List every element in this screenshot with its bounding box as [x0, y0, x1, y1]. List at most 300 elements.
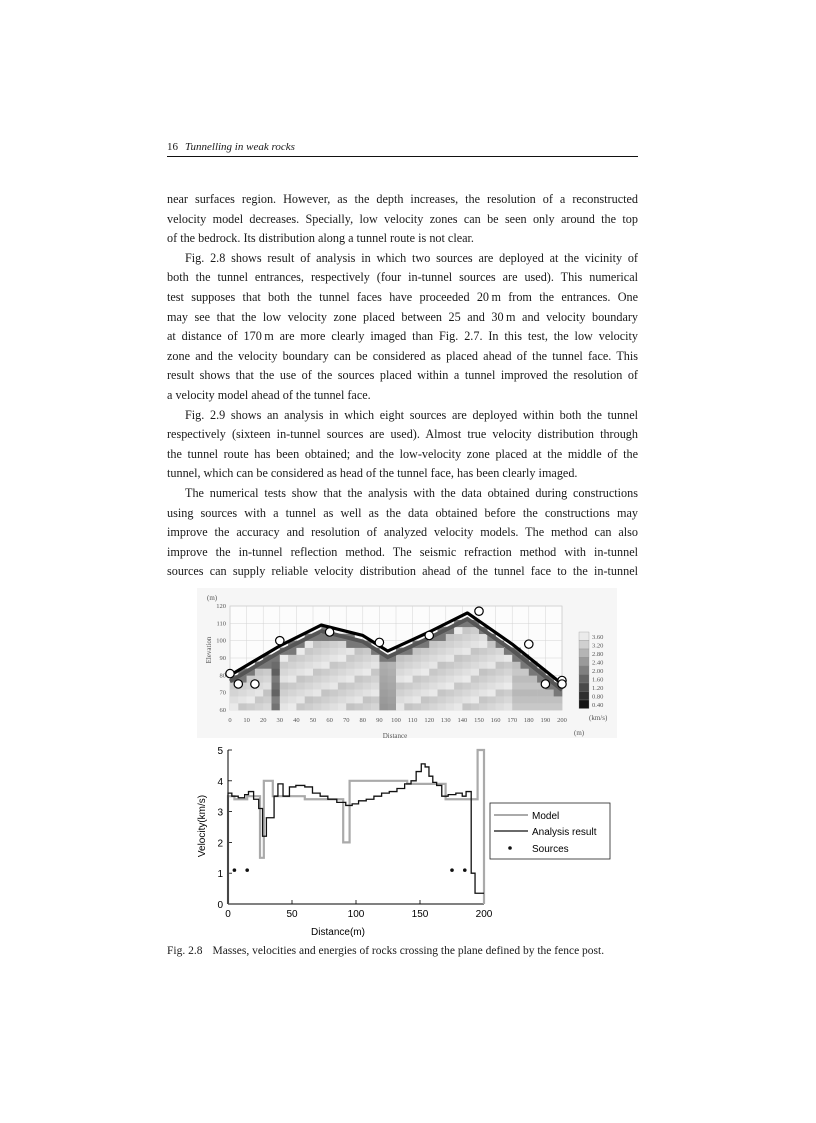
colorbar-tick-label: 0.40: [592, 702, 604, 709]
velocity-cell: [230, 703, 239, 710]
velocity-cell: [305, 668, 314, 675]
velocity-cell: [454, 655, 463, 662]
velocity-cell: [313, 648, 322, 655]
text-line: using sources with a tunnel as well as the data obtained before the constructions may: [167, 505, 638, 520]
velocity-cell: [272, 675, 281, 682]
colorbar-tick-label: 3.60: [592, 634, 604, 641]
velocity-cell: [479, 634, 488, 641]
velocity-cell: [429, 696, 438, 703]
text-line: respectively (sixteen in-tunnel sources are used). Almost true velocity distribution through: [167, 427, 638, 442]
velocity-cell: [313, 675, 322, 682]
x-unit-label: (m): [574, 729, 585, 737]
velocity-cell: [462, 661, 471, 668]
text-line: may see that the low velocity zone placed between 25 and 30 m and velocity boundary: [167, 309, 638, 324]
velocity-cell: [471, 668, 480, 675]
velocity-cell: [371, 655, 380, 662]
velocity-cell: [280, 668, 289, 675]
velocity-cell: [438, 689, 447, 696]
velocity-cell: [421, 655, 430, 662]
velocity-cell: [479, 641, 488, 648]
velocity-cell: [272, 661, 281, 668]
velocity-cell: [421, 689, 430, 696]
velocity-cell: [421, 682, 430, 689]
velocity-cell: [446, 696, 455, 703]
velocity-cell: [504, 703, 513, 710]
velocity-cell: [288, 661, 297, 668]
velocity-cell: [512, 703, 521, 710]
velocity-cell: [238, 689, 247, 696]
velocity-cell: [446, 641, 455, 648]
velocity-cell: [338, 689, 347, 696]
surface-source: [226, 669, 234, 677]
velocity-cell: [355, 668, 364, 675]
velocity-cell: [462, 689, 471, 696]
x-tick-label: 150: [411, 909, 429, 920]
velocity-cell: [338, 675, 347, 682]
velocity-cell: [479, 655, 488, 662]
velocity-cell: [471, 696, 480, 703]
velocity-cell: [263, 675, 272, 682]
velocity-cell: [305, 703, 314, 710]
velocity-cell: [230, 689, 239, 696]
velocity-cell: [288, 689, 297, 696]
velocity-cell: [313, 661, 322, 668]
velocity-cell: [272, 689, 281, 696]
velocity-cell: [388, 661, 397, 668]
text-line: velocity model decreases. Specially, low velocity zones can be seen only around the top: [167, 211, 638, 226]
velocity-cell: [421, 703, 430, 710]
line-chart-axes: [217, 746, 492, 920]
velocity-cell: [529, 696, 538, 703]
y-axis-title: Velocity(km/s): [197, 794, 208, 858]
velocity-cell: [247, 696, 256, 703]
velocity-cell: [462, 703, 471, 710]
caption-text: Masses, velocities and energies of rocks crossing the plane defined by the fence post.: [212, 945, 605, 957]
velocity-cell: [363, 696, 372, 703]
x-tick-label: 120: [424, 717, 435, 724]
velocity-cell: [545, 696, 554, 703]
velocity-cell: [429, 641, 438, 648]
velocity-cell: [272, 682, 281, 689]
velocity-cell: [471, 661, 480, 668]
velocity-tomogram-figure: [197, 588, 617, 738]
velocity-cell: [413, 689, 422, 696]
velocity-cell: [429, 689, 438, 696]
velocity-cell: [379, 696, 388, 703]
text-line: near surfaces region. However, as the depth increases, the resolution of a reconstructed: [167, 192, 638, 206]
velocity-cell: [338, 682, 347, 689]
colorbar-swatch: [579, 700, 589, 709]
velocity-cell: [429, 703, 438, 710]
velocity-cell: [438, 703, 447, 710]
velocity-cell: [479, 682, 488, 689]
x-tick-label: 160: [490, 717, 501, 724]
body-text: [167, 190, 638, 582]
velocity-cell: [396, 661, 405, 668]
velocity-cell: [454, 689, 463, 696]
velocity-cell: [521, 668, 530, 675]
velocity-cell: [296, 696, 305, 703]
colorbar-tick-label: 1.60: [592, 676, 604, 684]
x-tick-label: 100: [391, 717, 401, 724]
velocity-cell: [280, 661, 289, 668]
velocity-cell: [404, 689, 413, 696]
y-tick-label: 1: [217, 869, 223, 881]
velocity-cell: [313, 682, 322, 689]
y-tick-label: 60: [219, 707, 226, 714]
velocity-cell: [479, 689, 488, 696]
velocity-cell: [454, 641, 463, 648]
velocity-cell: [454, 675, 463, 682]
velocity-cell: [379, 689, 388, 696]
running-title: Tunnelling in weak rocks: [185, 141, 295, 153]
velocity-cell: [413, 682, 422, 689]
figure-caption: [167, 945, 604, 957]
velocity-cell: [404, 668, 413, 675]
x-tick-label: 80: [359, 717, 367, 724]
velocity-cell: [512, 696, 521, 703]
velocity-cell: [413, 648, 422, 655]
velocity-cell: [438, 661, 447, 668]
x-tick-label: 180: [523, 717, 534, 724]
velocity-cell: [305, 641, 314, 648]
velocity-cell: [462, 682, 471, 689]
page-number: 16: [167, 141, 178, 153]
velocity-cell: [446, 675, 455, 682]
velocity-cell: [263, 689, 272, 696]
colorbar-swatch: [579, 632, 589, 641]
velocity-cell: [504, 655, 513, 662]
velocity-cell: [363, 661, 372, 668]
velocity-cell: [355, 689, 364, 696]
velocity-cell: [404, 655, 413, 662]
velocity-cell: [305, 675, 314, 682]
velocity-cell: [321, 696, 330, 703]
x-tick-label: 60: [326, 717, 333, 724]
velocity-cell: [438, 668, 447, 675]
velocity-cell: [280, 696, 289, 703]
velocity-cell: [504, 675, 513, 682]
velocity-cell: [280, 655, 289, 662]
x-tick-label: 200: [475, 909, 493, 920]
velocity-cell: [346, 696, 355, 703]
velocity-cell: [379, 668, 388, 675]
x-tick-label: 70: [342, 717, 350, 724]
velocity-cell: [338, 641, 347, 648]
velocity-cell: [504, 682, 513, 689]
velocity-cell: [446, 655, 455, 662]
velocity-cell: [313, 689, 322, 696]
velocity-cell: [363, 689, 372, 696]
velocity-cell: [330, 641, 339, 648]
velocity-cell: [471, 703, 480, 710]
velocity-cell: [388, 703, 397, 710]
velocity-cell: [421, 696, 430, 703]
velocity-cell: [496, 655, 505, 662]
line-chart-series: [228, 750, 484, 904]
velocity-cell: [305, 648, 314, 655]
tunnel-source: [558, 680, 566, 688]
text-line: of the bedrock. Its distribution along a tunnel route is not clear.: [167, 231, 474, 246]
legend-analysis-label: Analysis result: [532, 827, 597, 838]
text-line: improve the accuracy and resolution of analyzed velocity models. The method can also: [167, 525, 638, 540]
velocity-cell: [288, 682, 297, 689]
colorbar-swatch: [579, 658, 589, 667]
velocity-cell: [471, 675, 480, 682]
velocity-cell: [487, 655, 496, 662]
velocity-cell: [462, 648, 471, 655]
velocity-cell: [305, 696, 314, 703]
velocity-cell: [504, 696, 513, 703]
y-tick-label: 4: [217, 776, 223, 788]
velocity-cell: [479, 675, 488, 682]
velocity-cell: [554, 696, 563, 703]
velocity-cell: [471, 682, 480, 689]
y-tick-label: 110: [216, 620, 226, 628]
velocity-cell: [429, 675, 438, 682]
velocity-cell: [413, 675, 422, 682]
colorbar-unit-label: (km/s): [589, 714, 608, 722]
velocity-cell: [512, 675, 521, 682]
velocity-cell: [296, 703, 305, 710]
velocity-cell: [346, 655, 355, 662]
velocity-cell: [496, 661, 505, 668]
velocity-cell: [296, 682, 305, 689]
velocity-cell: [462, 675, 471, 682]
velocity-cell: [496, 689, 505, 696]
velocity-cell: [487, 682, 496, 689]
caption-label: Fig. 2.8: [167, 945, 203, 957]
velocity-cell: [529, 703, 538, 710]
x-tick-label: 110: [407, 717, 418, 724]
surface-source: [325, 628, 333, 636]
velocity-cell: [272, 696, 281, 703]
velocity-cell: [321, 682, 330, 689]
velocity-cell: [338, 661, 347, 668]
velocity-cell: [355, 675, 364, 682]
velocity-colorbar: [579, 632, 603, 709]
surface-source: [276, 636, 284, 644]
text-line: Fig. 2.9 shows an analysis in which eight sources are deployed within both the tunnel: [185, 407, 638, 422]
velocity-cell: [363, 648, 372, 655]
velocity-cell: [346, 648, 355, 655]
velocity-cell: [296, 675, 305, 682]
velocity-cell: [280, 689, 289, 696]
x-axis-title: Distance(m): [311, 927, 365, 938]
text-line: result shows that the use of the sources placed within a tunnel improved the resolution of: [167, 368, 638, 383]
velocity-cell: [321, 648, 330, 655]
velocity-cell: [363, 668, 372, 675]
velocity-cell: [296, 668, 305, 675]
velocity-cell: [338, 668, 347, 675]
velocity-cell: [346, 675, 355, 682]
velocity-cell: [263, 668, 272, 675]
velocity-cell: [288, 675, 297, 682]
velocity-cell: [396, 682, 405, 689]
velocity-cell: [462, 696, 471, 703]
velocity-cell: [446, 682, 455, 689]
colorbar-tick-label: 2.80: [592, 651, 604, 658]
colorbar-swatch: [579, 683, 589, 692]
velocity-cell: [446, 703, 455, 710]
colorbar-swatch: [579, 692, 589, 701]
velocity-cell: [288, 703, 297, 710]
velocity-cell: [379, 682, 388, 689]
velocity-cell: [346, 682, 355, 689]
velocity-cell: [263, 682, 272, 689]
velocity-cell: [305, 682, 314, 689]
colorbar-tick-label: 1.20: [592, 685, 604, 692]
source-marker: [463, 868, 467, 872]
velocity-cell: [504, 668, 513, 675]
x-tick-label: 130: [440, 717, 451, 724]
y-tick-label: 3: [217, 807, 223, 819]
velocity-cell: [330, 648, 339, 655]
velocity-cell: [363, 675, 372, 682]
velocity-cell: [429, 661, 438, 668]
velocity-cell: [487, 661, 496, 668]
colorbar-swatch: [579, 649, 589, 658]
velocity-cell: [388, 668, 397, 675]
velocity-cell: [371, 689, 380, 696]
x-tick-label: 50: [309, 717, 317, 724]
y-axis-label: Elevation: [205, 636, 213, 664]
velocity-cell: [438, 655, 447, 662]
source-marker: [245, 868, 249, 872]
velocity-cell: [545, 689, 554, 696]
velocity-cell: [313, 641, 322, 648]
velocity-cell: [479, 668, 488, 675]
velocity-cell: [396, 675, 405, 682]
velocity-cell: [313, 655, 322, 662]
velocity-cell: [321, 675, 330, 682]
velocity-cell: [446, 668, 455, 675]
velocity-cell: [487, 689, 496, 696]
velocity-cell: [379, 661, 388, 668]
velocity-cell: [288, 655, 297, 662]
velocity-cell: [355, 648, 364, 655]
velocity-cell: [487, 641, 496, 648]
velocity-cell: [454, 703, 463, 710]
velocity-cell: [438, 696, 447, 703]
velocity-cell: [487, 696, 496, 703]
x-tick-label: 0: [225, 909, 231, 920]
velocity-cell: [479, 703, 488, 710]
velocity-cell: [288, 668, 297, 675]
velocity-cell: [429, 668, 438, 675]
velocity-cell: [296, 655, 305, 662]
velocity-cell: [471, 648, 480, 655]
velocity-cell: [330, 655, 339, 662]
chart-legend: [490, 803, 610, 859]
velocity-cell: [521, 689, 530, 696]
velocity-cell: [296, 689, 305, 696]
source-marker: [450, 868, 454, 872]
velocity-cell: [255, 703, 264, 710]
velocity-cell: [396, 668, 405, 675]
velocity-cell: [346, 641, 355, 648]
velocity-cell: [521, 703, 530, 710]
velocity-cell: [454, 668, 463, 675]
text-line: zone and the velocity boundary can be considered as placed ahead of the tunnel face. This: [167, 348, 638, 363]
velocity-cell: [346, 661, 355, 668]
text-line: Fig. 2.8 shows result of analysis in which two sources are deployed at the vicinity of: [185, 250, 638, 265]
velocity-cell: [288, 696, 297, 703]
x-tick-label: 90: [376, 717, 383, 724]
legend-model-label: Model: [532, 811, 560, 822]
velocity-cell: [454, 627, 463, 634]
text-line: sources can supply reliable velocity distribution ahead of the tunnel face to the in-tunnel: [167, 564, 638, 579]
velocity-cell: [355, 661, 364, 668]
velocity-cell: [438, 641, 447, 648]
tunnel-source: [541, 680, 549, 688]
velocity-cell: [396, 689, 405, 696]
velocity-cell: [263, 703, 272, 710]
velocity-cell: [487, 703, 496, 710]
velocity-cell: [321, 661, 330, 668]
velocity-cell: [537, 689, 546, 696]
text-line: both the tunnel entrances, respectively (four in-tunnel sources are used). This numerical: [167, 270, 638, 285]
velocity-cell: [438, 682, 447, 689]
velocity-cell: [421, 648, 430, 655]
velocity-cell: [454, 696, 463, 703]
velocity-cell: [388, 675, 397, 682]
velocity-cell: [521, 682, 530, 689]
velocity-cell: [529, 682, 538, 689]
text-line: a velocity model ahead of the tunnel face.: [167, 387, 371, 402]
surface-source: [475, 607, 483, 615]
velocity-cell: [338, 655, 347, 662]
velocity-cell: [330, 682, 339, 689]
velocity-cell: [413, 703, 422, 710]
velocity-cell: [296, 661, 305, 668]
velocity-cell: [338, 703, 347, 710]
velocity-cell: [504, 661, 513, 668]
y-tick-label: 120: [216, 603, 226, 610]
x-tick-label: 150: [474, 717, 484, 724]
velocity-cell: [479, 696, 488, 703]
velocity-cell: [512, 689, 521, 696]
velocity-cell: [404, 682, 413, 689]
x-tick-label: 0: [228, 717, 232, 724]
velocity-cell: [496, 668, 505, 675]
line-chart-sources: [233, 868, 467, 872]
velocity-cell: [487, 675, 496, 682]
velocity-cell: [247, 703, 256, 710]
velocity-cell: [429, 682, 438, 689]
velocity-cell: [496, 696, 505, 703]
velocity-cell: [313, 696, 322, 703]
velocity-cell: [280, 703, 289, 710]
velocity-cell: [421, 668, 430, 675]
velocity-cell: [247, 689, 256, 696]
x-tick-label: 100: [347, 909, 365, 920]
velocity-cell: [471, 655, 480, 662]
colorbar-swatch: [579, 666, 589, 675]
velocity-cell: [404, 703, 413, 710]
velocity-cell: [355, 696, 364, 703]
velocity-cell: [496, 703, 505, 710]
velocity-cell: [388, 696, 397, 703]
y-tick-label: 80: [219, 672, 226, 680]
velocity-cell: [429, 648, 438, 655]
velocity-cell: [379, 703, 388, 710]
tunnel-source: [234, 680, 242, 688]
y-tick-label: 5: [217, 746, 223, 757]
text-line: improve the in-tunnel reflection method. The seismic refraction method with in-tunnel: [167, 544, 638, 559]
surface-source: [525, 640, 533, 648]
velocity-cell: [413, 655, 422, 662]
